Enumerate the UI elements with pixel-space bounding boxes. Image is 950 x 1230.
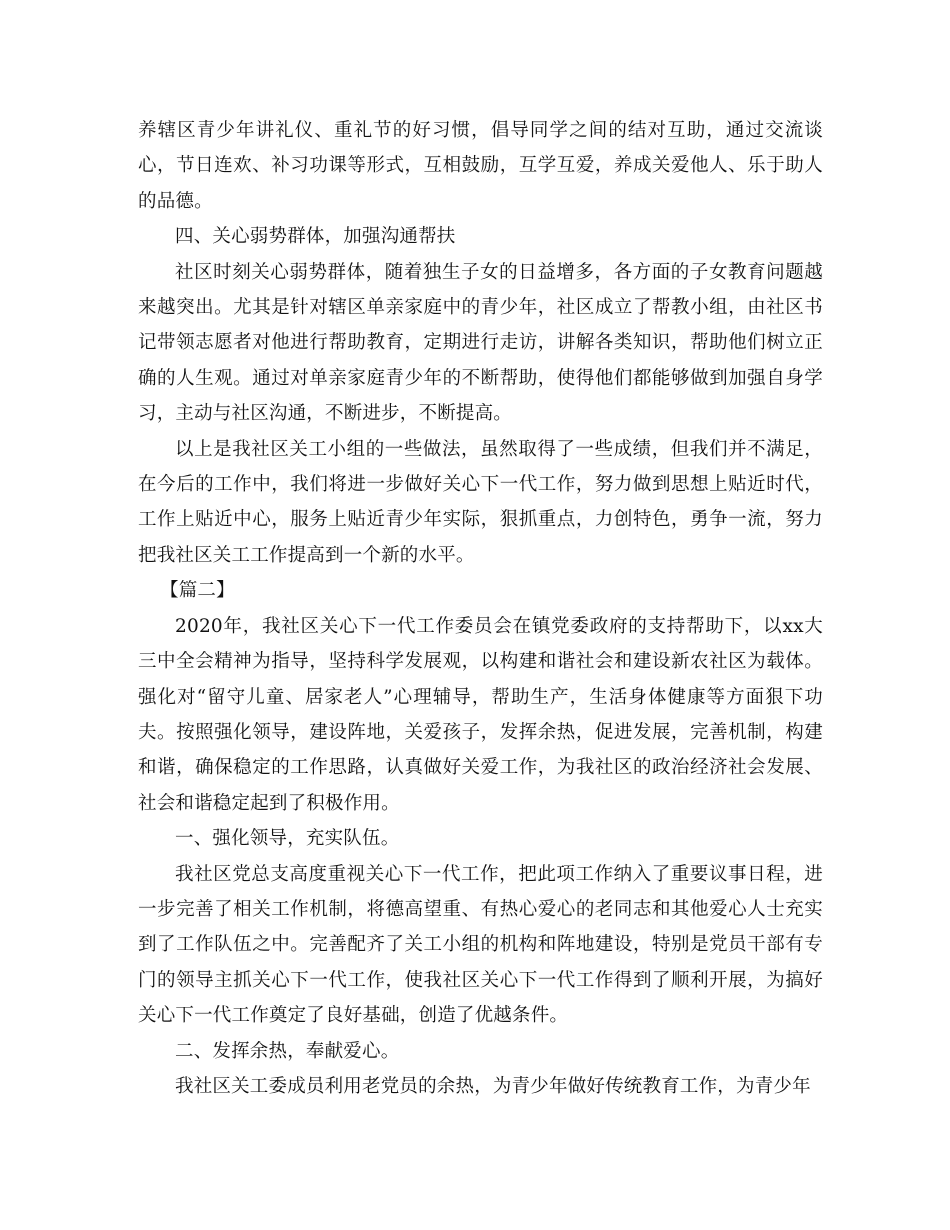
paragraph-body: 以上是我社区关工小组的一些做法，虽然取得了一些成绩，但我们并不满足，在今后的工作中，我们将进一步做好关心下一代工作，努力做到思想上贴近时代，工作上贴近中心，服务上贴近青少年实际，狠抓重点，力创特色，勇争一流，努力把我社区关工工作提高到一个新的水平。 bbox=[138, 438, 823, 566]
paragraph-body: 社区时刻关心弱势群体，随着独生子女的日益增多，各方面的子女教育问题越来越突出。尤其是针对辖区单亲家庭中的青少年，社区成立了帮教小组，由社区书记带领志愿者对他进行帮助教育，定期进行走访，讲解各类知识，帮助他们树立正确的人生观。通过对单亲家庭青少年的不断帮助，使得他们都能够做到加强自身学习，主动与社区沟通，不断进步，不断提高。 bbox=[138, 261, 823, 425]
paragraph-continuation: 养辖区青少年讲礼仪、重礼节的好习惯，倡导同学之间的结对互助，通过交流谈心，节日连欢、补习功课等形式，互相鼓励，互学互爱，养成关爱他人、乐于助人的品德。 bbox=[138, 120, 823, 212]
section-heading-four: 四、关心弱势群体，加强沟通帮扶 bbox=[175, 226, 456, 248]
section-heading-one: 一、强化领导，充实队伍。 bbox=[175, 828, 400, 850]
paragraph-body: 我社区党总支高度重视关心下一代工作，把此项工作纳入了重要议事日程，进一步完善了相关工作机制，将德高望重、有热心爱心的老同志和其他爱心人士充实到了工作队伍之中。完善配齐了关工小组的机构和阵地建设，特别是党员干部有专门的领导主抓关心下一代工作，使我社区关心下一代工作得到了顺利开展，为搞好关心下一代工作奠定了良好基础，创造了优越条件。 bbox=[138, 863, 823, 1027]
document-page bbox=[138, 113, 823, 1104]
section-heading-two: 二、发挥余热，奉献爱心。 bbox=[175, 1040, 400, 1062]
paragraph-body: 我社区关工委成员利用老党员的余热，为青少年做好传统教育工作，为青少年 bbox=[175, 1075, 811, 1097]
paragraph-body: 2020年，我社区关心下一代工作委员会在镇党委政府的支持帮助下，以xx大三中全会精神为指导，坚持科学发展观，以构建和谐社会和建设新农社区为载体。强化对“留守儿童、居家老人”心理辅导，帮助生产，生活身体健康等方面狠下功夫。按照强化领导，建设阵地，关爱孩子，发挥余热，促进发展，完善机制，构建和谐，确保稳定的工作思路，认真做好关爱工作，为我社区的政治经济社会发展、社会和谐稳定起到了积极作用。 bbox=[138, 615, 823, 814]
part-two-title: 【篇二】 bbox=[160, 580, 235, 602]
